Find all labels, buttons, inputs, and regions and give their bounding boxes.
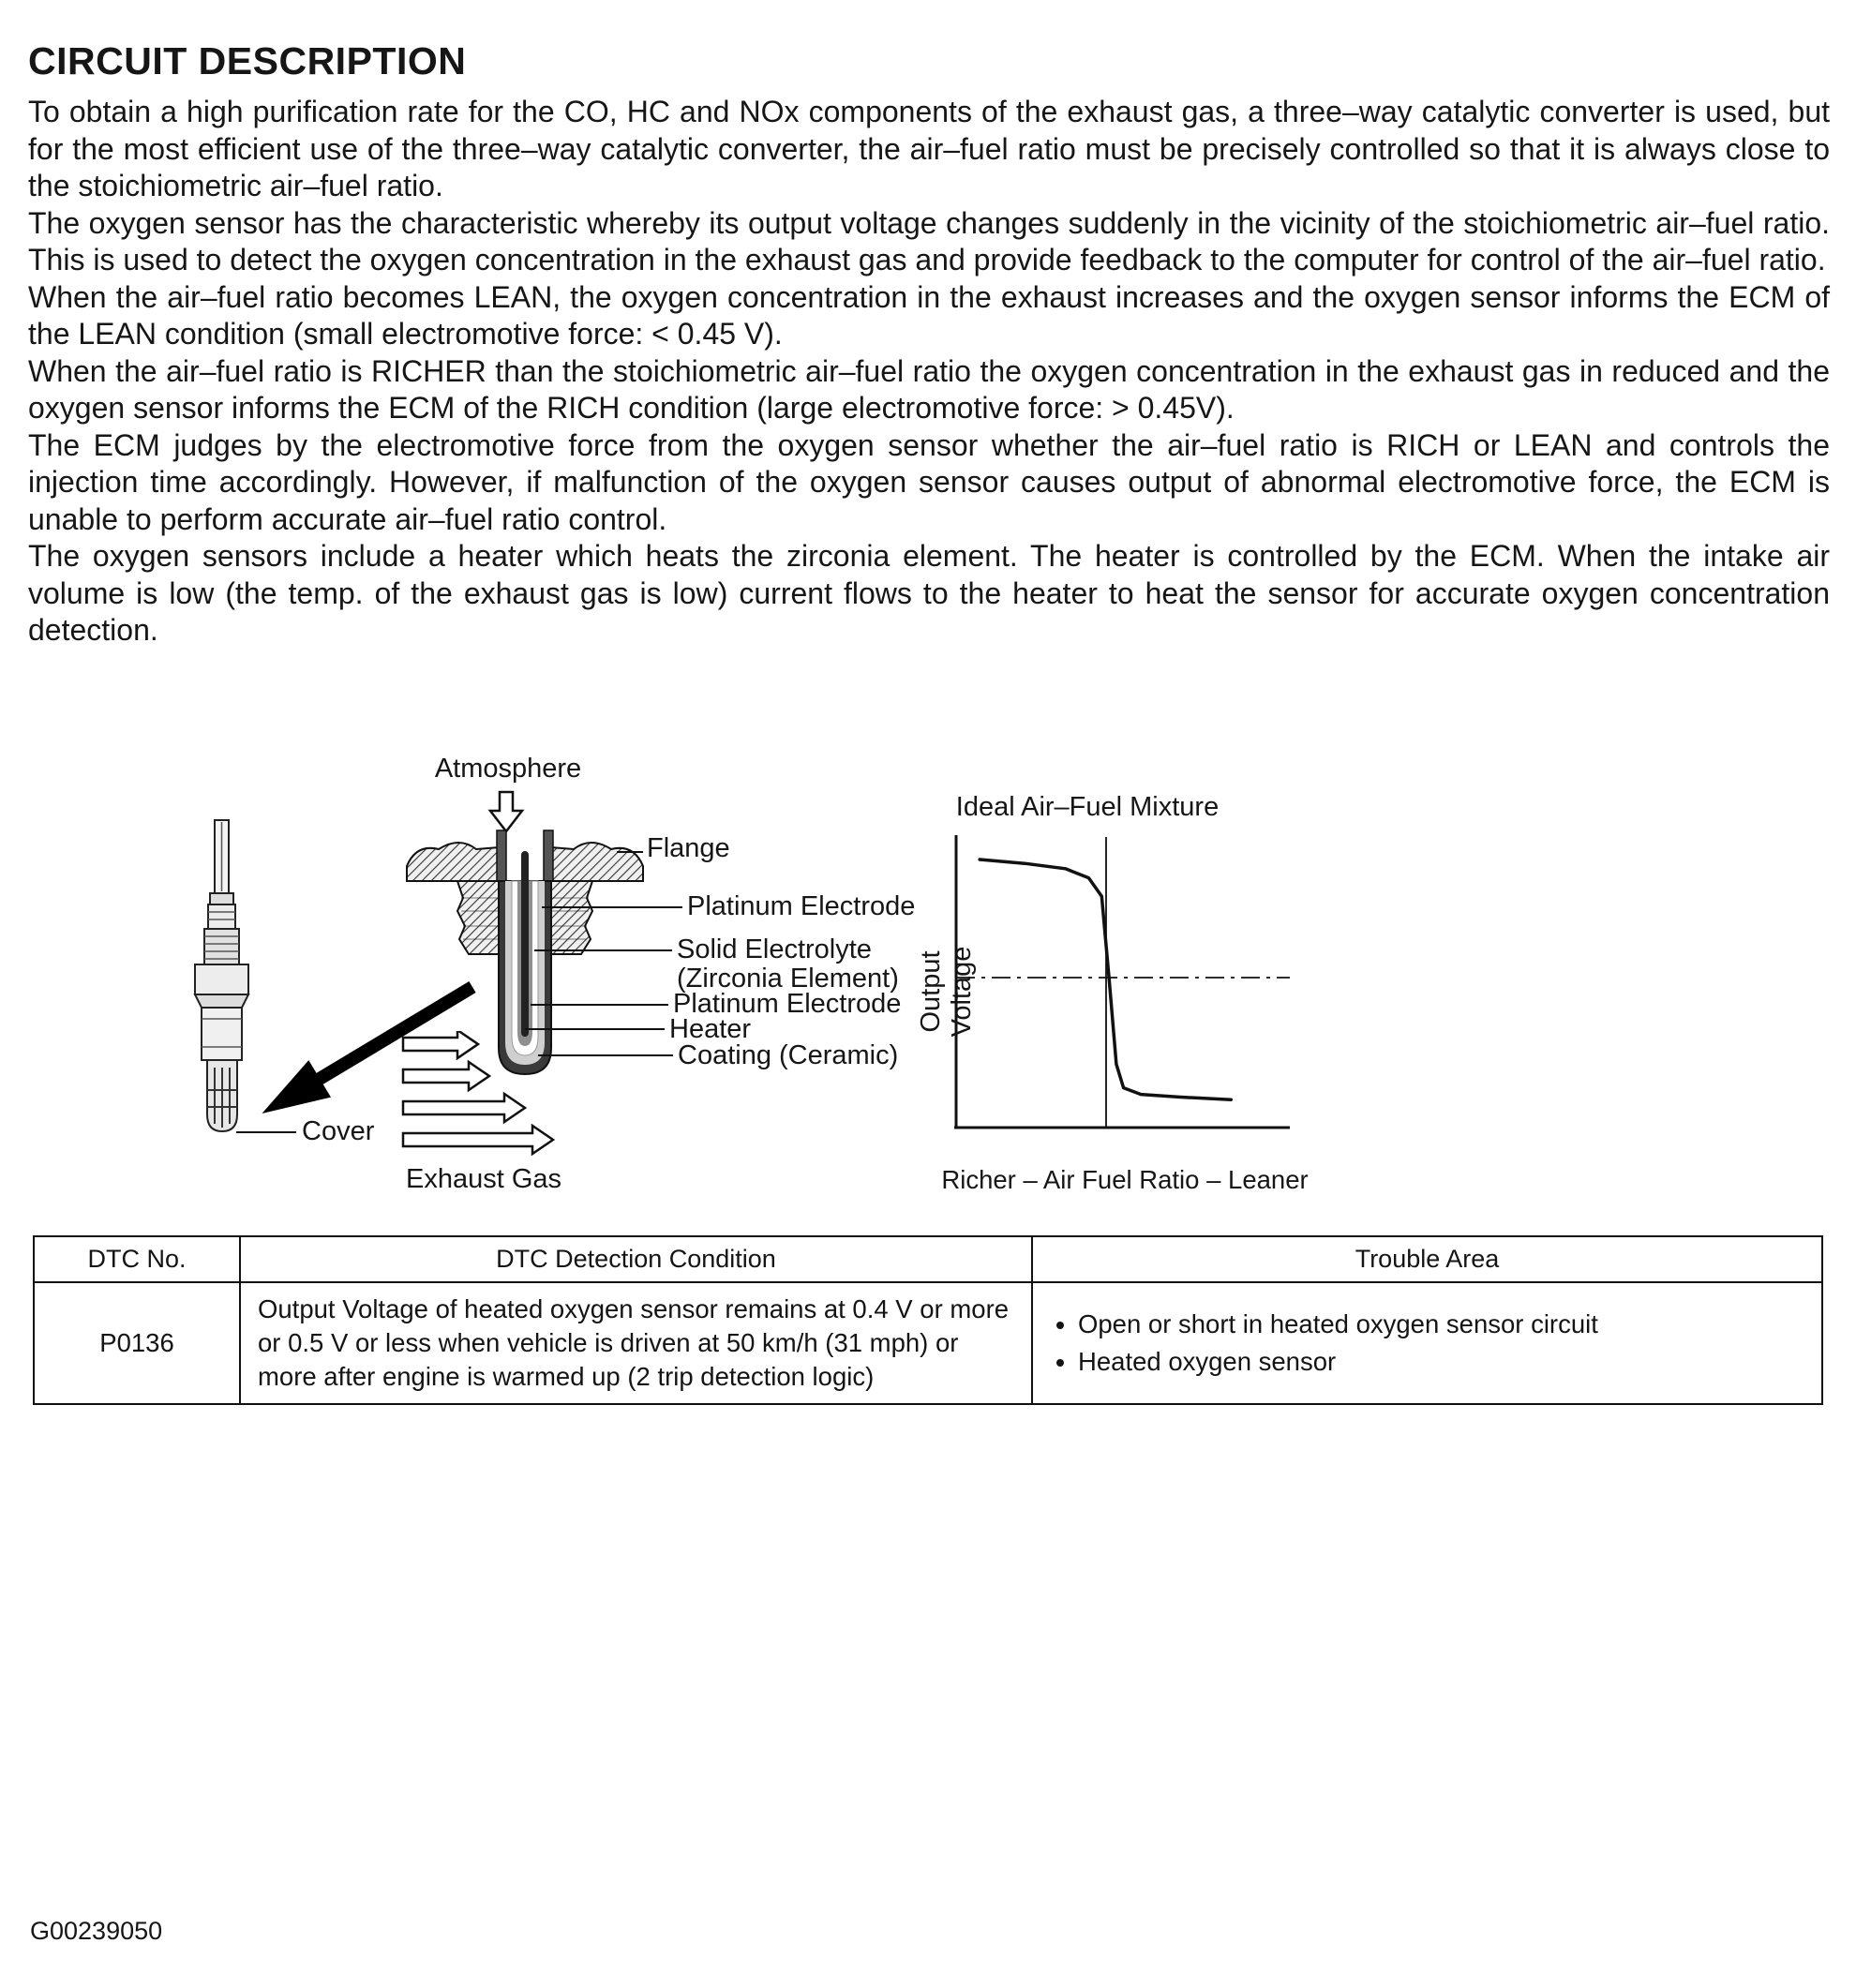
figure-id-code: G00239050 [30, 1917, 163, 1945]
leader-line [538, 1054, 673, 1056]
page-title: CIRCUIT DESCRIPTION [28, 39, 467, 82]
solid-electrolyte-label [677, 935, 899, 994]
trouble-area-cell [1032, 1282, 1822, 1404]
air-fuel-mixture-chart [916, 783, 1331, 1223]
detection-condition-cell: Output Voltage of heated oxygen sensor remains at 0.4 V or more or 0.5 V or less when vehicle is driven at 50 km/h (31 mph) or more after engine is warmed up (2 trip detection logic) [240, 1282, 1032, 1404]
dtc-number-cell: P0136 [34, 1282, 240, 1404]
flange-label: Flange [647, 833, 730, 863]
heater-label: Heater [669, 1014, 752, 1044]
paragraph: When the air–fuel ratio is RICHER than the stoichiometric air–fuel ratio the oxygen concentration in the exhaust gas in reduced and the oxygen sensor informs the ECM of the RICH condition (large electromotive force: > 0.45V). [28, 353, 1830, 425]
chart-y-axis-label: Output Voltage [916, 946, 977, 1038]
trouble-area-item: • Open or short in heated oxygen sensor circuit [1078, 1306, 1806, 1343]
chart-plot-area [919, 831, 1331, 1141]
leader-line [525, 1028, 665, 1030]
oxygen-sensor-figure [0, 745, 1856, 1233]
leader-line [542, 906, 682, 908]
exhaust-flow-arrows-icon [401, 1031, 565, 1158]
circuit-description-text [28, 94, 1830, 650]
paragraph: The oxygen sensors include a heater which heats the zirconia element. The heater is controlled by the ECM. When the intake air volume is low (the temp. of the exhaust gas is low) current flows to the heater to heat the sensor for accurate oxygen concentration detection. [28, 539, 1830, 647]
paragraph: To obtain a high purification rate for the CO, HC and NOx components of the exhaust gas, a three–way catalytic converter is used, but for the most efficient use of the three–way catalytic converter, the air–fuel ratio must be precisely controlled so that it is always close to the stoichiometric air–fuel ratio. [28, 95, 1830, 202]
atmosphere-label: Atmosphere [434, 754, 582, 784]
leader-line [531, 1004, 668, 1006]
solid-electrolyte-line2: (Zirconia Element) [677, 964, 899, 994]
coating-label: Coating (Ceramic) [678, 1040, 899, 1070]
solid-electrolyte-line1: Solid Electrolyte [677, 934, 872, 964]
leader-line [617, 851, 643, 853]
platinum-electrode-upper-label: Platinum Electrode [687, 891, 916, 921]
paragraph: When the air–fuel ratio becomes LEAN, the oxygen concentration in the exhaust increases and the oxygen sensor informs the ECM of the LEAN condition (small electromotive force: < 0.45 V). [28, 279, 1830, 351]
header-detection-condition: DTC Detection Condition [240, 1236, 1032, 1282]
exhaust-gas-label: Exhaust Gas [406, 1164, 562, 1194]
header-dtc-no: DTC No. [34, 1236, 240, 1282]
leader-line [534, 949, 672, 951]
paragraph: The oxygen sensor has the characteristic whereby its output voltage changes suddenly in the vicinity of the stoichiometric air–fuel ratio. This is used to detect the oxygen concentration in the exhaust gas and provide feedback to the computer for control of the air–fuel ratio. [28, 205, 1830, 277]
chart-title: Ideal Air–Fuel Mixture [955, 792, 1220, 822]
platinum-electrode-lower-label: Platinum Electrode [673, 989, 902, 1019]
table-header-row [34, 1236, 1822, 1282]
trouble-area-item: • Heated oxygen sensor [1078, 1343, 1806, 1381]
header-trouble-area: Trouble Area [1032, 1236, 1822, 1282]
paragraph: The ECM judges by the electromotive force from the oxygen sensor whether the air–fuel ratio is RICH or LEAN and controls the injection time accordingly. However, if malfunction of the oxygen sensor causes output of abnormal electromotive force, the ECM is unable to perform accurate air–fuel ratio control. [28, 427, 1830, 536]
dtc-table [33, 1235, 1823, 1405]
chart-x-axis-label: Richer – Air Fuel Ratio – Leaner [941, 1165, 1309, 1194]
cover-label: Cover [302, 1116, 375, 1146]
leader-line [236, 1131, 296, 1133]
table-row [34, 1282, 1822, 1404]
